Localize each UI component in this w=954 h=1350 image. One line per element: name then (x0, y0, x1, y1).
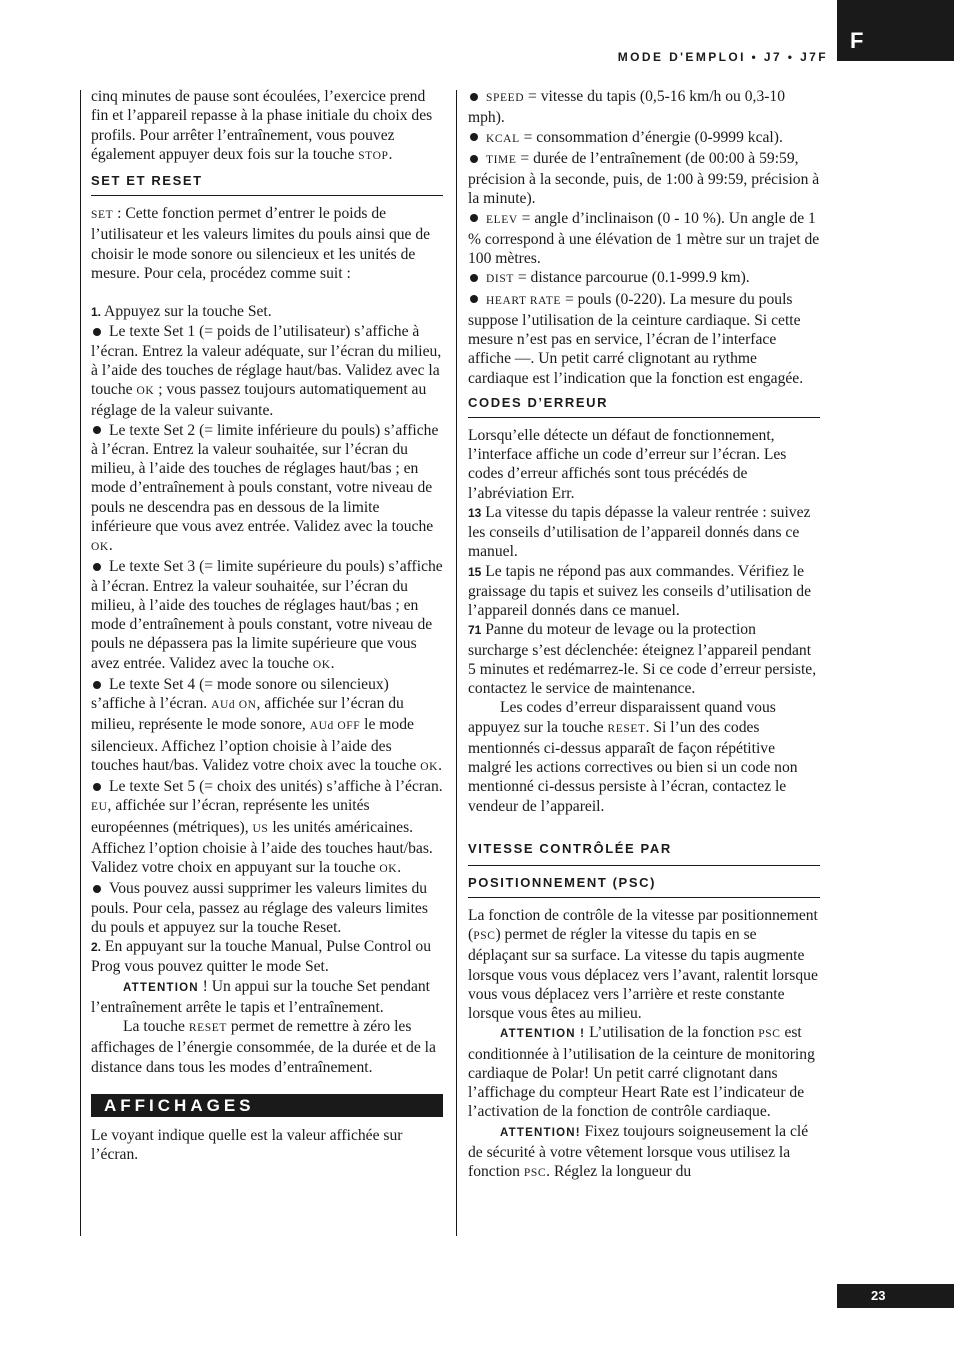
right-column (468, 87, 820, 1183)
display-elev: ELEV = angle d’inclinaison (0 - 10 %). Un angle de 1 % correspond à une élévation de 1 mètre sur un trajet de 100 mètres. (468, 209, 820, 267)
error-13: 13 La vitesse du tapis dépasse la valeur rentrée : suivez les conseils d’utilisation de l’appareil donnés dans ce manuel. (468, 503, 811, 561)
display-kcal: KCAL = consommation d’énergie (0-9999 kcal). (468, 128, 820, 149)
bullet-set1: Le texte Set 1 (= poids de l’utilisateur) s’affiche à l’écran. Entrez la valeur adéquate, sur l’écran du milieu, à l’aide des touches de réglage haut/bas. Validez avec la touche OK ; vous passez toujours automatiquement au réglage de la valeur suivante. (91, 323, 442, 420)
bullet-set5: Le texte Set 5 (= choix des unités) s’affiche à l’écran. EU, affichée sur l’écran, représente les unités européennes (métriques), US les unités américaines. Affichez l’option choisie à l’aide des touches haut/bas. Validez votre choix en appuyant sur la touche OK. (91, 778, 443, 876)
bullet-set2: Le texte Set 2 (= limite inférieure du pouls) s’affiche à l’écran. Entrez la valeur souhaitée, sur l’écran du milieu, à l’aide des touches de réglages haut/bas ; en mode d’entraînement à pouls constant, votre niveau de pouls ne descendra pas en dessous de la limite inférieure que vous avez entrée. Validez avec la touche OK. (91, 421, 439, 554)
step-1: 1. Appuyez sur la touche Set. (91, 303, 272, 320)
bullet-icon (93, 328, 101, 336)
bullet-set3: Le texte Set 3 (= limite supérieure du pouls) s’affiche à l’écran. Entrez la valeur souhaitée, sur l’écran du milieu, à l’aide des touches de réglages haut/bas ; en mode d’entraînement à pouls constant, votre niveau de pouls ne dépassera pas la limite supérieure que vous avez entrée. Validez avec la touche OK. (91, 558, 443, 672)
language-tab-label: F (850, 28, 864, 53)
display-dist: DIST = distance parcourue (0.1-999.9 km). (468, 268, 820, 289)
bullet-icon (93, 563, 101, 571)
left-column (91, 87, 443, 1164)
bullet-icon (470, 214, 478, 222)
psc-attention-2: ATTENTION! Fixez toujours soigneusement la clé de sécurité à votre vêtement lorsque vous utilisez la fonction PSC. Réglez la longueur du (468, 1122, 809, 1180)
display-time: TIME = durée de l’entraînement (de 00:00 à 59:59, précision à la seconde, puis, de 1:00 à 99:59, précision à la minute). (468, 149, 820, 208)
heading-psc-line1: VITESSE CONTRÔLÉE PAR (468, 840, 672, 856)
center-column-rule (456, 90, 457, 1236)
intro-paragraph: cinq minutes de pause sont écoulées, l’exercice prend fin et l’appareil repasse à la phase initiale du choix des profils. Pour arrêter l’entraînement, vous pouvez également appuyer deux fois sur la touche STOP. (91, 88, 433, 163)
bullet-icon (93, 783, 101, 791)
set-intro: SET : Cette fonction permet d’entrer le poids de l’utilisateur et les valeurs limites du pouls ainsi que de choisir le mode sonore ou silencieux et les unités de mesure. Pour cela, procédez comme suit : (91, 205, 431, 282)
affichages-text: Le voyant indique quelle est la valeur affichée sur l’écran. (91, 1126, 403, 1163)
heading-codes-erreur: CODES D’ERREUR (468, 394, 820, 418)
bullet-suppress: Vous pouvez aussi supprimer les valeurs limites du pouls. Pour cela, passez au réglage des valeurs limites du pouls et appuyez sur la touche Reset. (91, 880, 428, 936)
bullet-icon (93, 885, 101, 893)
display-heart-rate: HEART RATE = pouls (0-220). La mesure du pouls suppose l’utilisation de la ceinture cardiaque. Si cette mesure n’est pas en service, l’écran de l’interface affiche —. Un petit carré clignotant au rythme cardiaque est l’indication que la fonction est engagée. (468, 290, 804, 387)
running-head: MODE D'EMPLOI • J7 • J7F (617, 50, 828, 64)
error-71: 71 Panne du moteur de levage ou la protection surcharge s’est déclenchée: éteignez l’appareil pendant 5 minutes et redémarrez-le. Si ce code d’erreur persiste, contactez le service de maintenance. (468, 621, 817, 697)
psc-paragraph: La fonction de contrôle de la vitesse par positionnement (PSC) permet de régler la vitesse du tapis en se déplaçant sur sa surface. La vitesse du tapis augmente lorsque vous vous déplacez vers l’avant, ralentit lorsque vous vous déplacez vers l’arrière et reste constante lorsque vous êtes au milieu. (468, 906, 818, 1022)
bullet-icon (93, 681, 101, 689)
bullet-icon (470, 274, 478, 282)
heading-psc-line2: POSITIONNEMENT (PSC) (468, 874, 820, 898)
step-2: 2. En appuyant sur la touche Manual, Pulse Control ou Prog vous pouvez quitter le mode Set. (91, 938, 432, 976)
psc-attention-1: ATTENTION ! L’utilisation de la fonction PSC est conditionnée à l’utilisation de la ceinture de monitoring cardiaque de Polar! Un petit carré clignotant dans l’affichage du compteur Heart Rate est l’indicateur de l’activation de la fonction de contrôle cardiaque. (468, 1024, 815, 1121)
attention-note: ATTENTION ! Un appui sur la touche Set pendant l’entraînement arrête le tapis et l’entraînement. (91, 977, 430, 1016)
codes-intro: Lorsqu’elle détecte un défaut de fonctionnement, l’interface affiche un code d’erreur sur l’écran. Les codes d’erreur affichés sont tous précédés de l’abréviation Err. (468, 426, 787, 502)
bullet-icon (470, 133, 478, 141)
bullet-icon (470, 295, 478, 303)
bullet-icon (93, 426, 101, 434)
display-speed: SPEED = vitesse du tapis (0,5-16 km/h ou 0,3-10 mph). (468, 88, 786, 127)
heading-affichages: AFFICHAGES (91, 1094, 443, 1117)
error-15: 15 Le tapis ne répond pas aux commandes. Vérifiez le graissage du tapis et suivez les conseils d’utilisation de l’appareil donnés dans ce manuel. (468, 562, 811, 619)
page-number: 23 (837, 1284, 954, 1308)
bullet-icon (470, 155, 478, 163)
left-column-rule (80, 90, 81, 1236)
heading-set-reset: SET ET RESET (91, 172, 443, 196)
codes-reset: Les codes d’erreur disparaissent quand vous appuyez sur la touche RESET. Si l’un des codes mentionnés ci-dessus apparaît de façon répétitive malgré les actions correctives ou bien si un code non mentionné ci-dessus persiste à l’écran, contactez le vendeur de l’appareil. (468, 699, 798, 815)
language-tab (837, 0, 954, 61)
bullet-set4: Le texte Set 4 (= mode sonore ou silencieux) s’affiche à l’écran. AUd ON, affichée sur l’écran du milieu, représente le mode sonore, AUd OFF le mode silencieux. Affichez l’option choisie à l’aide des touches haut/bas. Validez votre choix avec la touche OK. (91, 675, 442, 774)
bullet-icon (470, 93, 478, 101)
reset-paragraph: La touche RESET permet de remettre à zéro les affichages de l’énergie consommée, de la durée et de la distance dans tous les modes d’entraînement. (91, 1018, 436, 1076)
